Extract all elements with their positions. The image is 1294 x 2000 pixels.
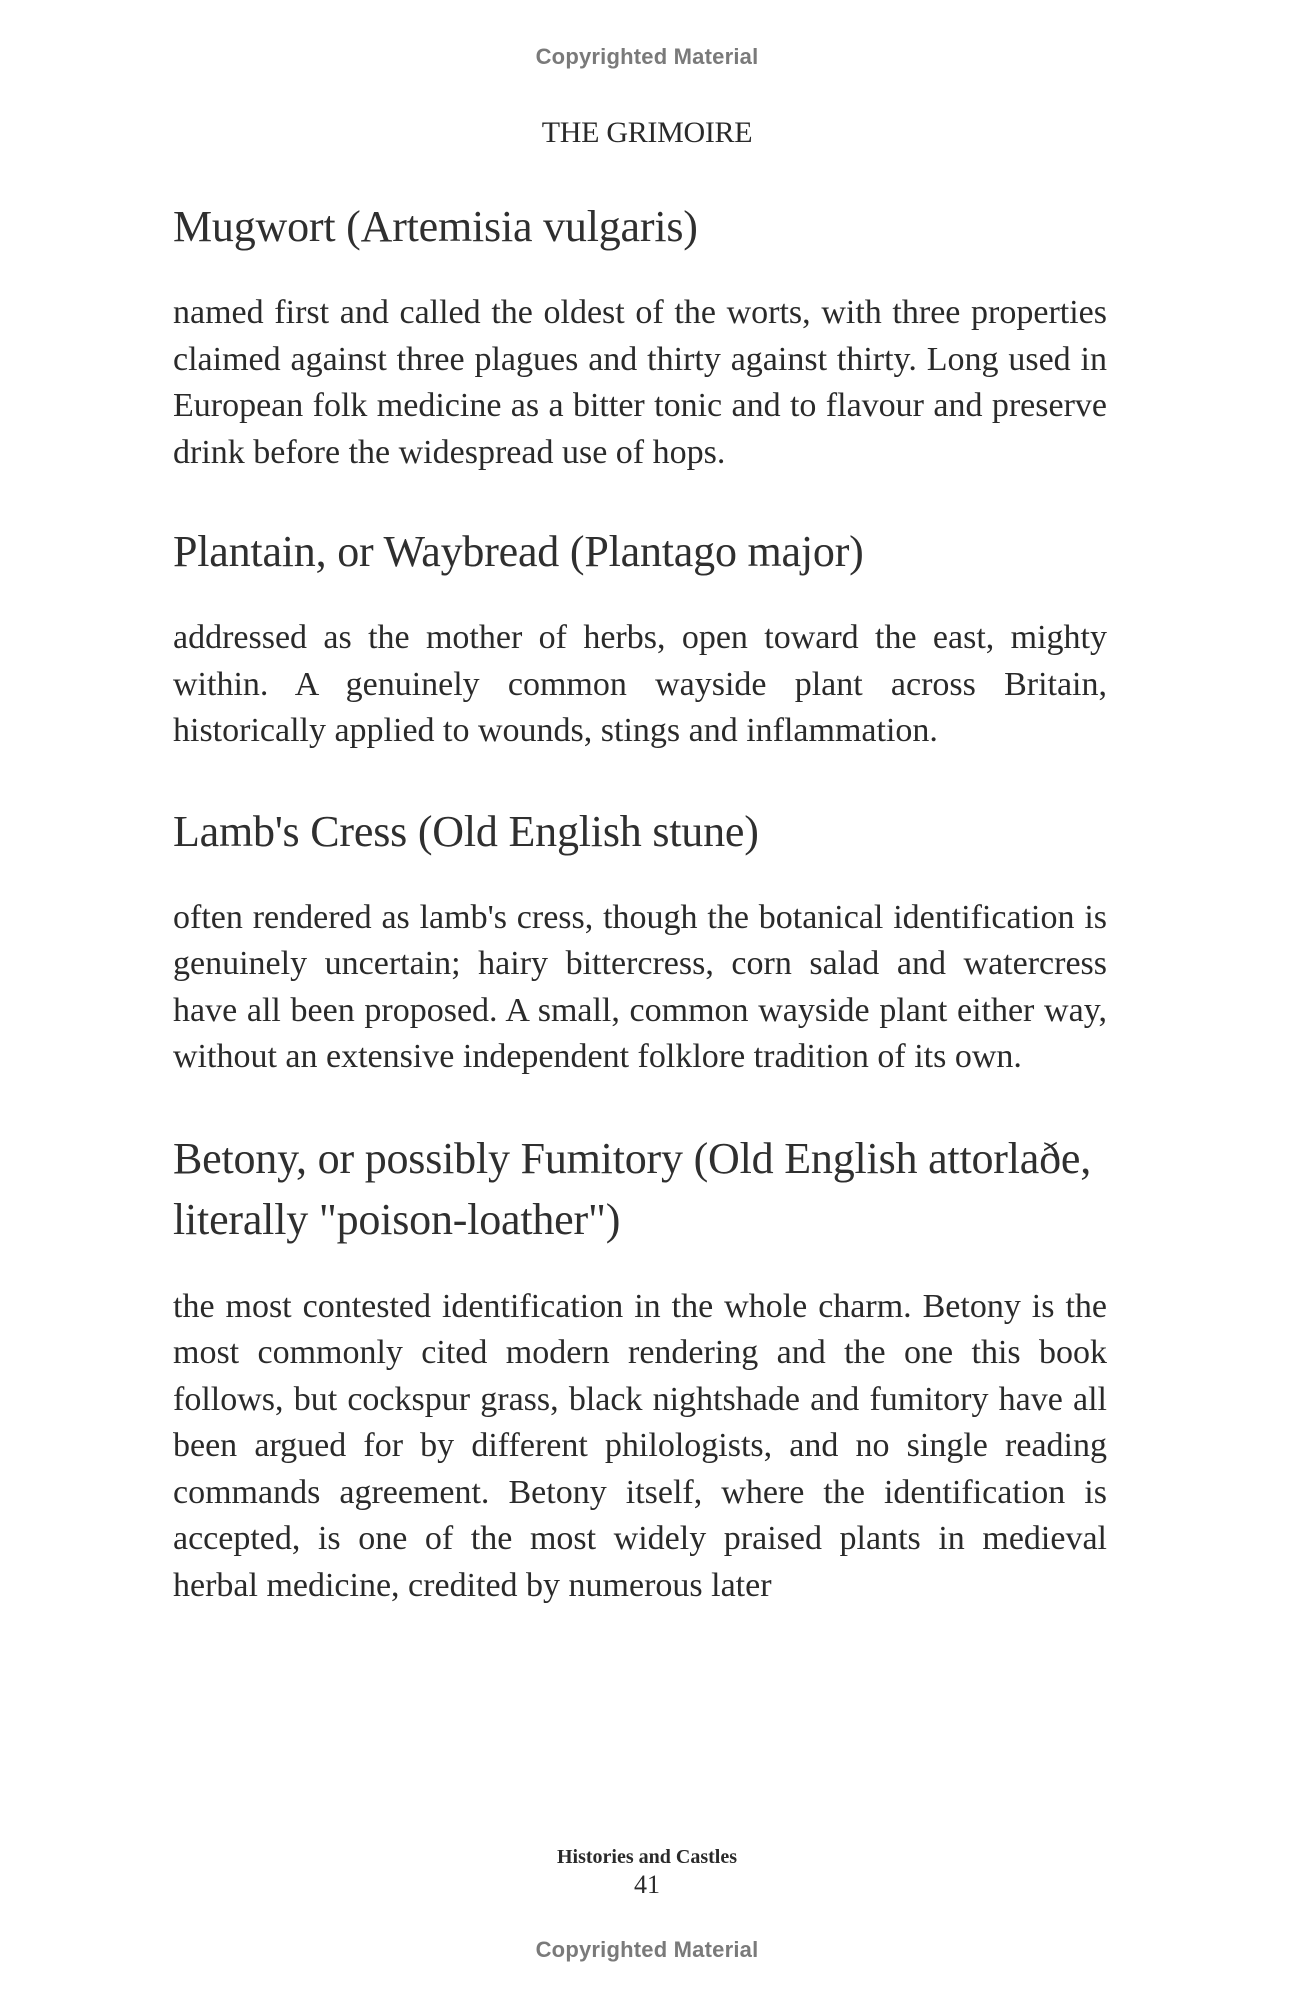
page-number: 41 [634,1870,660,1899]
entry-heading: Plantain, or Waybread (Plantago major) [173,527,864,576]
copyright-watermark-top: Copyrighted Material [535,44,759,69]
entry-heading: Betony, or possibly Fumitory (Old English attorlaðe, literally "poison-loather") [173,1133,1092,1244]
herb-entry-betony [173,1128,1107,1610]
entry-text: named first and called the oldest of the worts, with three properties claimed against three plagues and thirty against thirty. Long used in European folk medicine as a bitter tonic and to flavour and preserve drink before the widespread use of hops. [173,294,1107,471]
running-head: THE GRIMOIRE [541,116,753,149]
entry-text: addressed as the mother of herbs, open toward the east, mighty within. A genuinely common wayside plant across Britain, historically applied to wounds, stings and inflammation. [173,619,1107,749]
herb-entry-plantain [173,521,1107,755]
entry-heading: Lamb's Cress (Old English stune) [173,806,759,856]
entry-heading: Mugwort (Artemisia vulgaris) [173,202,698,251]
herb-entry-mugwort [173,196,1107,476]
entry-text: the most contested identification in the whole charm. Betony is the most commonly cited modern rendering and the one this book follows, but cockspur grass, black nightshade and fumitory have all been argued for by different philologists, and no single reading commands agreement. Betony itself, where the identification is accepted, is one of the most widely praised plants in medieval herbal medicine, credited by numerous later [173,1287,1107,1604]
entry-text: often rendered as lamb's cress, though the botanical identification is genuinely uncertain; hairy bittercress, corn salad and watercress have all been proposed. A small, common wayside plant either way, without an extensive independent folklore tradition of its own. [173,898,1107,1075]
page-body [173,196,1107,1609]
copyright-watermark-bottom: Copyrighted Material [535,1937,759,1962]
footer-book-title: Histories and Castles [557,1846,737,1868]
herb-entry-lambs-cress [173,801,1107,1081]
